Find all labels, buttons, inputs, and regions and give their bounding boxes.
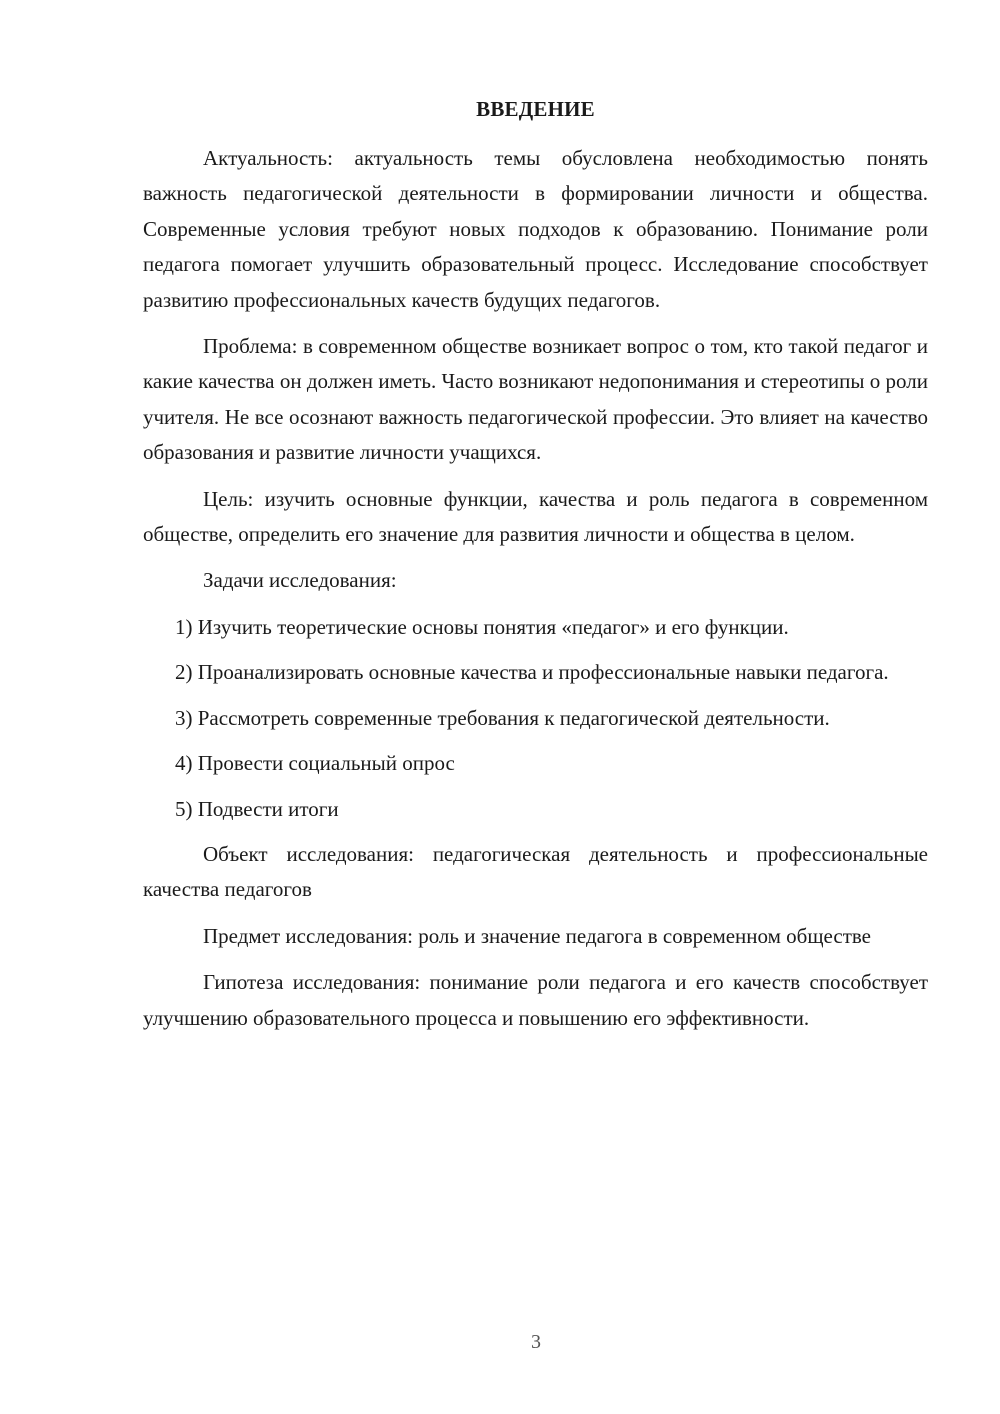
task-item-2: 2) Проанализировать основные качества и профессиональные навыки педагога.: [175, 660, 889, 685]
page-content: [143, 92, 928, 1047]
paragraph-hypothesis: Гипотеза исследования: понимание роли педагога и его качеств способствует улучшению образовательного процесса и повышению его эффективности.: [143, 970, 928, 1030]
paragraph-relevance: Актуальность: актуальность темы обусловлена необходимостью понять важность педагогической деятельности в формировании личности и общества. Современные условия требуют новых подходов к образованию. Понимание роли педагога помогает улучшить образовательный процесс. Исследование способствует развитию профессиональных качеств будущих педагогов.: [143, 146, 928, 312]
task-item-5: 5) Подвести итоги: [175, 796, 339, 821]
paragraph-object: Объект исследования: педагогическая деятельность и профессиональные качества педагогов: [143, 841, 928, 902]
page-number: 3: [531, 1331, 541, 1353]
paragraph-problem: Проблема: в современном обществе возникает вопрос о том, кто такой педагог и какие качества он должен иметь. Часто возникают недопонимания и стереотипы о роли учителя. Не все осознают важность педагогической профессии. Это влияет на качество образования и развитие личности учащихся.: [143, 334, 928, 465]
task-item-1: 1) Изучить теоретические основы понятия «педагог» и его функции.: [175, 614, 789, 639]
task-item-3: 3) Рассмотреть современные требования к педагогической деятельности.: [175, 705, 830, 730]
section-title: ВВЕДЕНИЕ: [476, 97, 595, 121]
task-item-4: 4) Провести социальный опрос: [175, 751, 455, 776]
tasks-heading: Задачи исследования:: [203, 568, 397, 593]
paragraph-subject: Предмет исследования: роль и значение педагога в современном обществе: [203, 923, 871, 948]
paragraph-goal: Цель: изучить основные функции, качества и роль педагога в современном обществе, определить его значение для развития личности и общества в целом.: [143, 486, 928, 547]
